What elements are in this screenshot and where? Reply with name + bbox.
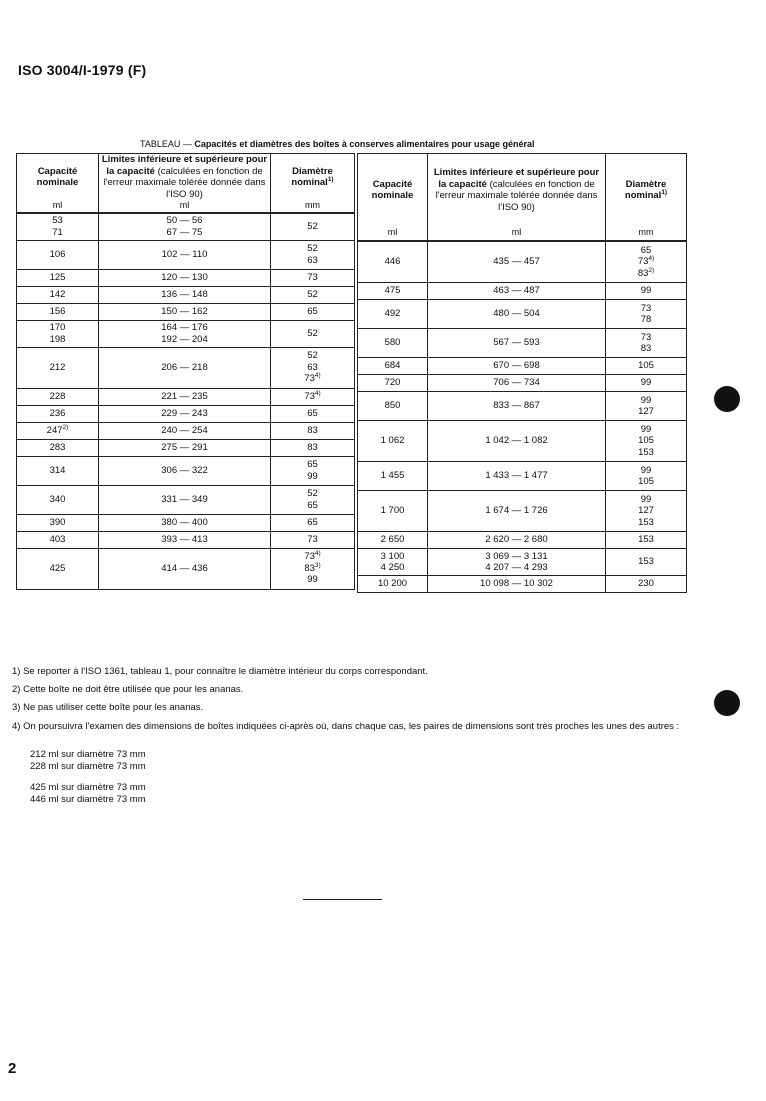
table-row [17,548,355,589]
unit-ml: ml [358,226,428,241]
footnote-4: 4) On poursuivra l'examen des dimensions de boîtes indiquées ci-après où, dans chaque cas, les paires de dimensions sont très proches les unes des autres : [12,721,680,732]
table-caption [140,139,535,149]
cell-limits: 393 — 413 [99,531,271,548]
cell-limits: 221 — 235 [99,388,271,405]
cell-diameter: 52 63 73$^{4)}$ [271,347,355,388]
cell-capacity: 142 [17,286,99,303]
cell-limits: 4 207 — 4 293 [428,562,606,576]
cell-capacity: 71 [17,227,99,241]
cell-limits: 833 — 867 [428,392,606,421]
cell-limits: 463 — 487 [428,283,606,300]
cell-diameter: 65 73$^{4)}$ 83$^{2)}$ [606,241,687,283]
cell-limits: 67 — 75 [99,227,271,241]
cell-diameter: 65 [271,303,355,320]
cell-capacity: 170 [17,320,99,334]
cell-diameter: 99 127 [606,392,687,421]
table-row [17,286,355,303]
footnote-3: 3) Ne pas utiliser cette boîte pour les ananas. [12,702,204,713]
table-row [358,358,687,375]
cell-diameter: 83 [271,422,355,439]
header-limits-normal: (calculées en fonction de l'erreur maximale tolérée donnée dans l'ISO 90) [103,165,266,200]
cell-capacity: 446 [358,241,428,283]
cell-capacity: 247$^{2)}$ [17,422,99,439]
cell-limits: 380 — 400 [99,514,271,531]
cell-capacity: 106 [17,240,99,269]
unit-ml: ml [99,200,271,213]
cell-capacity: 492 [358,300,428,329]
dimension-line: 446 ml sur diamètre 73 mm [30,794,146,805]
cell-limits: 229 — 243 [99,405,271,422]
cell-diameter: 99 105 153 [606,421,687,462]
cell-capacity: 340 [17,485,99,514]
cell-limits: 480 — 504 [428,300,606,329]
table-row [358,375,687,392]
table-row [17,240,355,269]
cell-capacity: 125 [17,269,99,286]
table-row [358,532,687,549]
caption-title: Capacités et diamètres des boîtes à conserves alimentaires pour usage général [194,139,535,149]
cell-diameter: 52 63 [271,240,355,269]
cell-limits: 206 — 218 [99,347,271,388]
footnote-2: 2) Cette boîte ne doit être utilisée que pour les ananas. [12,684,244,695]
table-row [17,422,355,439]
cell-limits: 414 — 436 [99,548,271,589]
cell-limits: 102 — 110 [99,240,271,269]
cell-diameter: 52 [271,286,355,303]
header-diameter: Diamètre nominal$^{1)}$ [271,154,355,201]
cell-diameter: 99 [606,375,687,392]
cell-diameter: 73$^{4)}$ [271,388,355,405]
cell-limits: 136 — 148 [99,286,271,303]
cell-capacity: 212 [17,347,99,388]
table-row [358,283,687,300]
table-row [17,269,355,286]
dimension-line: 425 ml sur diamètre 73 mm [30,782,146,793]
cell-capacity: 580 [358,329,428,358]
table-row [17,320,355,334]
cell-capacity: 156 [17,303,99,320]
cell-capacity: 283 [17,439,99,456]
cell-capacity: 314 [17,456,99,485]
table-row [17,439,355,456]
cell-limits: 10 098 — 10 302 [428,576,606,593]
table-left [16,153,355,590]
cell-capacity: 850 [358,392,428,421]
table-row [358,462,687,491]
document-header: ISO 3004/I-1979 (F) [18,62,147,78]
cell-diameter: 83 [271,439,355,456]
cell-diameter: 99 127 153 [606,491,687,532]
cell-limits: 2 620 — 2 680 [428,532,606,549]
cell-capacity: 236 [17,405,99,422]
table-right [357,153,687,593]
cell-capacity: 1 062 [358,421,428,462]
cell-diameter: 73 83 [606,329,687,358]
cell-capacity: 2 650 [358,532,428,549]
unit-ml: ml [428,226,606,241]
cell-limits: 1 042 — 1 082 [428,421,606,462]
cell-limits: 306 — 322 [99,456,271,485]
cell-capacity: 475 [358,283,428,300]
cell-capacity: 228 [17,388,99,405]
table-row [17,485,355,514]
header-limits [428,154,606,227]
table-row [17,303,355,320]
table-row [17,514,355,531]
cell-limits: 164 — 176 [99,320,271,334]
cell-diameter: 65 [271,405,355,422]
cell-capacity: 1 455 [358,462,428,491]
cell-capacity: 390 [17,514,99,531]
cell-limits: 435 — 457 [428,241,606,283]
unit-ml: ml [17,200,99,213]
cell-limits: 3 069 — 3 131 [428,549,606,563]
cell-diameter: 99 [606,283,687,300]
table-row [358,576,687,593]
footnote-1: 1) Se reporter à l'ISO 1361, tableau 1, pour connaître le diamètre intérieur du corps correspondant. [12,666,428,677]
cell-limits: 120 — 130 [99,269,271,286]
cell-limits: 240 — 254 [99,422,271,439]
table-row [358,392,687,421]
cell-diameter: 73 78 [606,300,687,329]
cell-limits: 275 — 291 [99,439,271,456]
cell-capacity: 425 [17,548,99,589]
cell-diameter: 73$^{4)}$ 83$^{3)}$ 99 [271,548,355,589]
cell-limits: 331 — 349 [99,485,271,514]
cell-capacity: 684 [358,358,428,375]
cell-capacity: 3 100 [358,549,428,563]
cell-capacity: 198 [17,334,99,348]
dimension-line: 212 ml sur diamètre 73 mm [30,749,146,760]
unit-mm: mm [606,226,687,241]
dimension-line: 228 ml sur diamètre 73 mm [30,761,146,772]
cell-diameter: 73 [271,531,355,548]
cell-diameter: 65 99 [271,456,355,485]
cell-diameter: 65 [271,514,355,531]
cell-diameter: 73 [271,269,355,286]
cell-capacity: 10 200 [358,576,428,593]
cell-capacity: 720 [358,375,428,392]
table-row [17,213,355,227]
cell-diameter: 105 [606,358,687,375]
cell-capacity: 4 250 [358,562,428,576]
header-capacity: Capacité nominale [17,154,99,201]
page-number: 2 [8,1060,17,1077]
header-limits-normal: (calculées en fonction de l'erreur maximale tolérée donnée dans l'ISO 90) [435,178,598,213]
cell-diameter: 230 [606,576,687,593]
cell-capacity: 1 700 [358,491,428,532]
dimension-pair-2 [30,782,146,806]
header-limits-bold: Limites inférieure et supérieure pour la capacité [433,167,600,190]
header-capacity: Capacité nominale [358,154,428,227]
cell-capacity: 403 [17,531,99,548]
unit-mm: mm [271,200,355,213]
punch-hole-mark [714,690,740,716]
cell-limits: 50 — 56 [99,213,271,227]
caption-prefix: TABLEAU — [140,139,195,149]
cell-limits: 192 — 204 [99,334,271,348]
table-row [17,388,355,405]
table-row [17,456,355,485]
cell-diameter: 153 [606,549,687,576]
cell-diameter: 52 65 [271,485,355,514]
table-row [358,241,687,283]
cell-limits: 1 433 — 1 477 [428,462,606,491]
punch-hole-mark [714,386,740,412]
cell-limits: 706 — 734 [428,375,606,392]
table-row [358,329,687,358]
header-limits-bold: Limites inférieure et supérieure pour la capacité [101,154,268,177]
end-rule [303,899,382,900]
header-diameter: Diamètre nominal$^{1)}$ [606,154,687,227]
cell-limits: 567 — 593 [428,329,606,358]
cell-capacity: 53 [17,213,99,227]
dimension-pair-1 [30,749,146,773]
table-row [358,421,687,462]
table-row [17,347,355,388]
cell-diameter: 153 [606,532,687,549]
cell-diameter: 52 [271,320,355,347]
table-row [358,549,687,563]
cell-diameter: 99 105 [606,462,687,491]
cell-limits: 150 — 162 [99,303,271,320]
table-row [358,300,687,329]
table-row [358,491,687,532]
table-row [17,531,355,548]
cell-limits: 1 674 — 1 726 [428,491,606,532]
cell-limits: 670 — 698 [428,358,606,375]
header-limits [99,154,271,201]
table-row [17,405,355,422]
cell-diameter: 52 [271,213,355,241]
